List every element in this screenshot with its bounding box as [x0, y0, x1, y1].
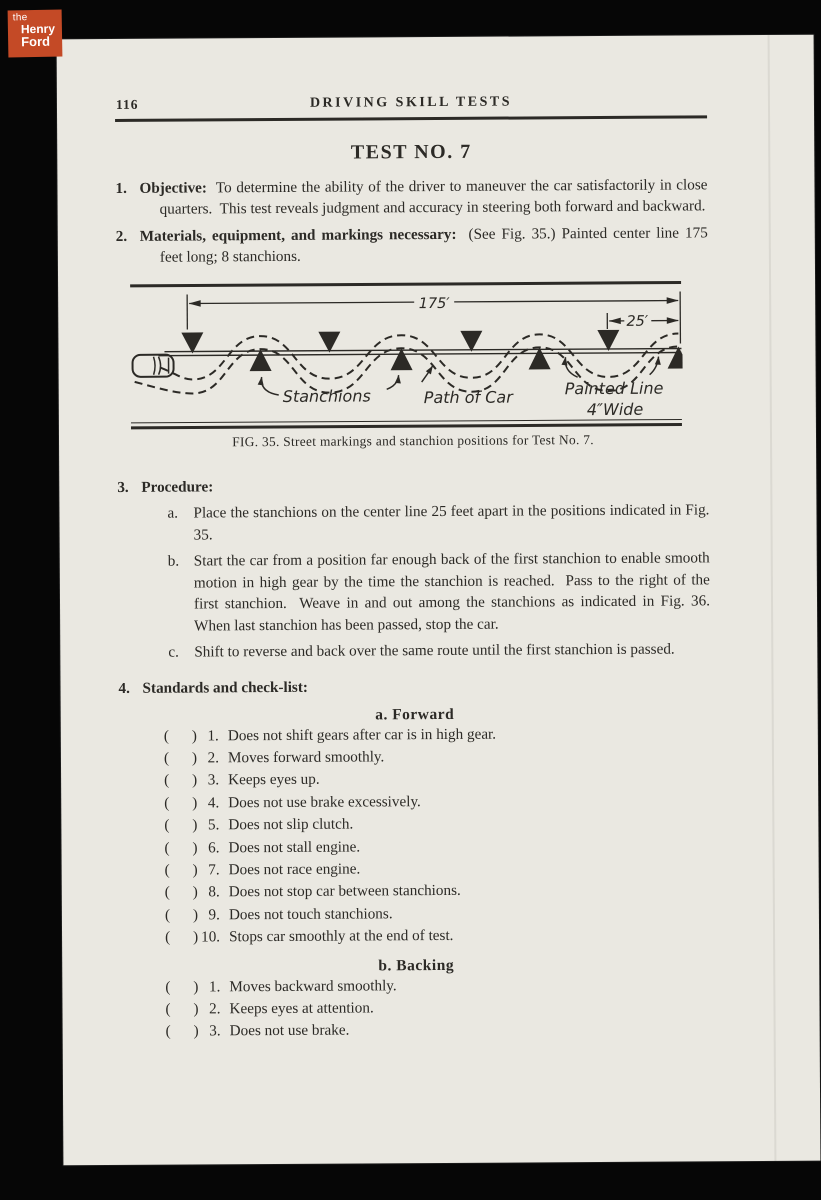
procedure-item-c: [168, 638, 710, 663]
painted-center-line-bottom: [159, 353, 682, 356]
objective-text: To determine the ability of the driver to maneuver the car satisfactorily in close quarters. This test reveals judgment and accuracy in steering both forward and backward.: [159, 176, 712, 218]
checklist-item-backing-1: [165, 973, 712, 999]
check-text: Does not use brake.: [229, 1021, 350, 1040]
leader-stanchions-right: [387, 375, 399, 389]
checklist-item-forward-3: [164, 767, 711, 793]
page-header: [115, 93, 707, 116]
check-paren-close: ): [192, 906, 199, 924]
check-text: Does not slip clutch.: [228, 815, 354, 834]
checklist-item-forward-9: [165, 901, 712, 927]
stanchion-marker-down-2: [318, 332, 340, 353]
checklist-item-forward-5: [164, 811, 711, 837]
check-number: 3.: [207, 771, 220, 789]
check-number: 1.: [207, 726, 219, 744]
check-number: 7.: [208, 861, 220, 879]
page-title: TEST NO. 7: [350, 140, 472, 164]
label-painted-line: Painted Line: [564, 378, 664, 399]
check-text: Does not shift gears after car is in high gear.: [227, 725, 497, 744]
checklist-item-forward-7: [165, 856, 712, 882]
leader-stanchions-left: [261, 377, 278, 395]
checklist-item-forward-4: [164, 789, 711, 815]
check-number: 6.: [208, 838, 220, 856]
checklist-heading-backing: b. Backing: [378, 956, 455, 974]
check-number: 2.: [207, 749, 220, 767]
logo-line-henry: Henry: [20, 21, 56, 37]
check-paren-open: (: [164, 839, 170, 857]
stanchion-marker-down-3: [460, 331, 482, 352]
check-paren-close: ): [192, 771, 198, 789]
item-letter: a.: [167, 504, 179, 522]
dim-25-label: 25′: [626, 313, 649, 330]
dim-175-line-right: [454, 301, 678, 302]
figure-35: [130, 280, 683, 433]
section-label: Objective:: [139, 179, 207, 197]
logo-line-ford: Ford: [21, 34, 51, 50]
materials-text: (See Fig. 35.) Painted center line 175 feet long; 8 stanchions.: [159, 224, 712, 266]
stanchion-marker-down-1: [181, 332, 203, 353]
check-paren-open: (: [164, 906, 171, 924]
figure-bottom-rule-thin: [131, 420, 682, 423]
check-paren-close: ): [191, 749, 198, 767]
section-text: [141, 473, 709, 497]
check-paren-open: (: [163, 727, 169, 745]
check-number: 2.: [209, 1000, 221, 1018]
check-paren-close: ): [192, 816, 198, 834]
stanchion-marker-up-3: [528, 347, 550, 369]
check-text: Does not stop car between stanchions.: [228, 882, 461, 901]
check-paren-close: ): [193, 978, 199, 996]
check-text: Does not touch stanchions.: [228, 905, 393, 924]
stanchion-marker-up-4: [667, 346, 683, 368]
check-paren-open: (: [165, 1000, 171, 1018]
checklist-item-forward-6: [164, 834, 711, 860]
check-paren-open: (: [165, 928, 171, 946]
figure-bottom-rule: [131, 425, 682, 428]
page-number: 116: [115, 96, 139, 112]
checklist-item-forward-8: [165, 879, 712, 905]
henry-ford-logo: [8, 10, 63, 58]
stanchion-marker-down-4: [597, 330, 619, 351]
check-text: Does not use brake excessively.: [228, 792, 421, 812]
stanchion-marker-up-1: [249, 349, 271, 371]
check-paren-open: (: [164, 794, 170, 812]
check-paren-close: ): [192, 861, 198, 879]
dim-175-label: 175′: [418, 295, 450, 313]
figure-caption: FIG. 35. Street markings and stanchion positions for Test No. 7.: [232, 432, 594, 450]
check-paren-close: ): [192, 883, 198, 901]
item-letter: c.: [168, 643, 179, 661]
check-paren-close: ): [192, 839, 198, 857]
procedure-item-b: [167, 547, 718, 636]
section-procedure: [117, 473, 709, 498]
check-paren-close: ): [193, 1022, 199, 1040]
check-paren-open: (: [165, 978, 171, 996]
check-paren-close: ): [192, 794, 198, 812]
section-text: [142, 674, 710, 698]
check-text: Keeps eyes up.: [228, 771, 320, 789]
book-page: [57, 35, 821, 1166]
check-text: Keeps eyes at attention.: [229, 999, 374, 1018]
section-number: 2.: [115, 227, 128, 245]
checklist-item-forward-1: [164, 722, 711, 748]
check-paren-open: (: [164, 816, 170, 834]
checklist-item-forward-2: [164, 744, 711, 770]
section-number: 3.: [117, 478, 129, 496]
check-number: 1.: [208, 977, 221, 995]
section-objective: [115, 174, 712, 220]
item-text: Start the car from a position far enough back of the first stanchion to enable smooth motion in high gear by the time the stanchion is reached. Pass to the right of the first stanchion. Weave in and out among the stanchions as indicated in Fig. 36. When last stanchion has been passed, stop the car.: [193, 549, 718, 634]
car-icon: [132, 355, 173, 377]
check-number: 8.: [208, 883, 220, 901]
check-text: Stops car smoothly at the end of test.: [229, 927, 454, 946]
stanchion-marker-up-2: [390, 348, 412, 370]
section-number: 4.: [118, 679, 130, 697]
figure-top-rule: [130, 283, 681, 286]
figure-35-drawing: [130, 280, 683, 433]
check-paren-close: ): [193, 928, 199, 946]
label-stanchions: Stanchions: [282, 386, 371, 406]
check-paren-close: ): [193, 1000, 199, 1018]
section-materials: [115, 222, 712, 268]
logo-line-the: the: [12, 12, 28, 24]
item-text: Place the stanchions on the center line 25 feet apart in the positions indicated in Fig. 35.: [193, 501, 714, 543]
leader-path-of-car: [422, 366, 433, 382]
check-text: Moves backward smoothly.: [229, 976, 397, 995]
label-path-of-car: Path of Car: [423, 387, 513, 408]
check-paren-open: (: [165, 1023, 171, 1041]
check-paren-open: (: [164, 883, 170, 902]
section-label: Materials, equipment, and markings necessary:: [139, 225, 457, 245]
checklist-item-forward-10: [165, 923, 712, 949]
section-standards: [118, 674, 710, 699]
checklist-item-backing-2: [165, 995, 712, 1021]
item-letter: b.: [167, 552, 180, 570]
check-paren-open: (: [163, 749, 170, 767]
check-paren-close: ): [191, 726, 197, 745]
section-text: [139, 222, 712, 267]
check-paren-open: (: [164, 771, 170, 789]
item-text: Shift to reverse and back over the same route until the first stanchion is passed.: [194, 640, 675, 661]
check-paren-open: (: [164, 861, 170, 879]
check-number: 5.: [207, 816, 220, 834]
checklist-item-backing-3: [166, 1018, 713, 1044]
check-text: Does not stall engine.: [228, 838, 361, 856]
painted-center-line-top: [164, 349, 681, 352]
page-content: [115, 35, 718, 1043]
header-rule: [115, 115, 707, 122]
section-text: [139, 174, 712, 219]
check-text: Does not race engine.: [228, 860, 361, 879]
section-number: 1.: [115, 179, 127, 197]
section-label: Standards and check-list:: [142, 678, 308, 697]
dim-175-line-left: [189, 302, 414, 303]
section-label: Procedure:: [141, 478, 214, 496]
check-number: 4.: [207, 794, 220, 812]
procedure-item-a: [167, 499, 714, 545]
label-painted-width: 4″Wide: [586, 399, 644, 420]
check-number: 10.: [201, 928, 221, 946]
check-number: 9.: [208, 906, 220, 924]
check-number: 3.: [209, 1022, 221, 1040]
running-title: DRIVING SKILL TESTS: [309, 94, 513, 111]
checklist-heading-forward: a. Forward: [375, 705, 455, 723]
check-text: Moves forward smoothly.: [227, 748, 385, 767]
